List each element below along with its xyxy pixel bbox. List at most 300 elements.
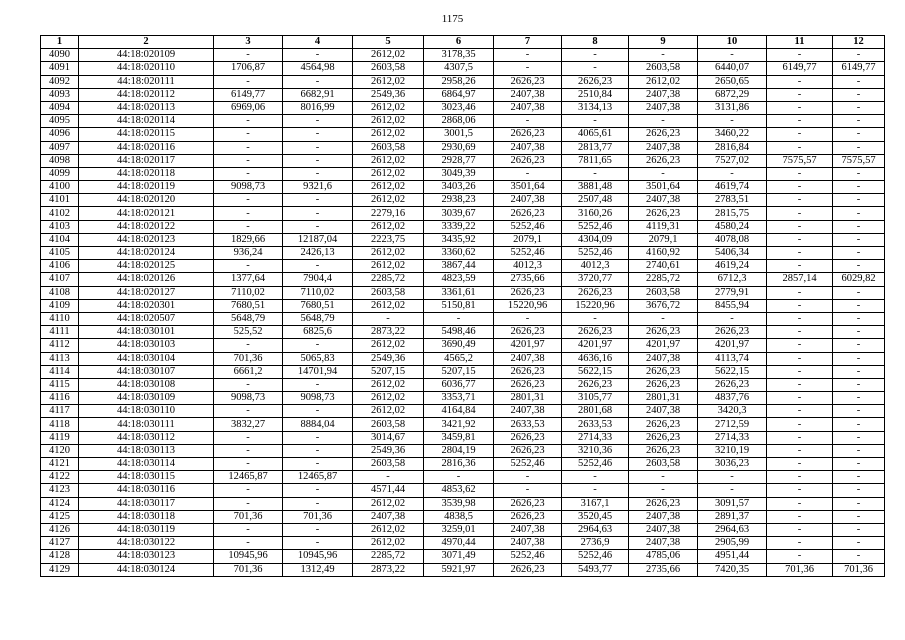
table-row	[41, 62, 885, 75]
table-cell: 4091	[41, 62, 79, 75]
table-cell: 2626,23	[494, 365, 562, 378]
table-cell: 3501,64	[494, 181, 562, 194]
table-cell: 2603,58	[353, 418, 424, 431]
table-cell: 5252,46	[562, 247, 629, 260]
table-cell: 3339,22	[424, 220, 494, 233]
table-cell: 44:18:030101	[79, 326, 214, 339]
table-cell: -	[283, 444, 353, 457]
table-cell: -	[833, 458, 885, 471]
table-cell: 44:18:030122	[79, 537, 214, 550]
table-cell: 4619,24	[698, 260, 767, 273]
table-cell: 5921,97	[424, 563, 494, 576]
table-cell: 44:18:020507	[79, 312, 214, 325]
table-cell: -	[833, 484, 885, 497]
table-cell: 3167,1	[562, 497, 629, 510]
table-cell: -	[833, 418, 885, 431]
table-cell: -	[767, 537, 833, 550]
table-cell: -	[833, 101, 885, 114]
table-cell: -	[214, 458, 283, 471]
table-cell: 2612,02	[353, 260, 424, 273]
table-cell: 2407,38	[629, 101, 698, 114]
table-cell: 4129	[41, 563, 79, 576]
table-cell: 12465,87	[283, 471, 353, 484]
table-row	[41, 220, 885, 233]
table-cell: -	[698, 484, 767, 497]
table-cell: 6149,77	[833, 62, 885, 75]
table-row	[41, 431, 885, 444]
table-cell: 4012,3	[562, 260, 629, 273]
table-cell: 5406,34	[698, 247, 767, 260]
table-cell: 44:18:020115	[79, 128, 214, 141]
table-cell: 4107	[41, 273, 79, 286]
table-cell: -	[494, 62, 562, 75]
table-cell: 701,36	[214, 510, 283, 523]
table-cell: 6864,97	[424, 88, 494, 101]
table-cell: 44:18:030104	[79, 352, 214, 365]
table-cell: 2626,23	[494, 497, 562, 510]
table-cell: 2816,36	[424, 458, 494, 471]
table-cell: 701,36	[767, 563, 833, 576]
table-cell: -	[424, 471, 494, 484]
table-cell: 6872,29	[698, 88, 767, 101]
table-cell: 44:18:020118	[79, 167, 214, 180]
table-cell: -	[214, 220, 283, 233]
table-cell: 4095	[41, 115, 79, 128]
table-cell: -	[698, 312, 767, 325]
table-cell: -	[283, 537, 353, 550]
table-cell: 3210,19	[698, 444, 767, 457]
table-cell: 2779,91	[698, 286, 767, 299]
table-cell: 44:18:030118	[79, 510, 214, 523]
table-cell: 2626,23	[562, 286, 629, 299]
table-cell: -	[698, 167, 767, 180]
table-cell: 2407,38	[629, 194, 698, 207]
table-cell: 44:18:030124	[79, 563, 214, 576]
table-cell: -	[698, 115, 767, 128]
table-cell: 4119,31	[629, 220, 698, 233]
table-cell: -	[214, 49, 283, 62]
table-cell: 2549,36	[353, 88, 424, 101]
table-cell: 4201,97	[629, 339, 698, 352]
table-cell: -	[214, 141, 283, 154]
table-row	[41, 299, 885, 312]
table-cell: 2626,23	[629, 418, 698, 431]
table-cell: 4636,16	[562, 352, 629, 365]
table-cell: -	[283, 484, 353, 497]
table-cell: 2612,02	[353, 299, 424, 312]
table-cell: -	[494, 312, 562, 325]
table-cell: 4307,5	[424, 62, 494, 75]
table-cell: 2626,23	[494, 75, 562, 88]
table-cell: 3720,77	[562, 273, 629, 286]
table-cell: -	[353, 471, 424, 484]
table-cell: 4099	[41, 167, 79, 180]
table-cell: 2612,02	[353, 247, 424, 260]
table-cell: -	[767, 88, 833, 101]
table-cell: -	[767, 550, 833, 563]
table-cell: -	[833, 405, 885, 418]
table-cell: 44:18:030109	[79, 392, 214, 405]
table-cell: 4096	[41, 128, 79, 141]
table-row	[41, 365, 885, 378]
table-cell: 8884,04	[283, 418, 353, 431]
table-cell: 2905,99	[698, 537, 767, 550]
table-cell: 3520,45	[562, 510, 629, 523]
table-cell: 2626,23	[629, 497, 698, 510]
table-cell: 7527,02	[698, 154, 767, 167]
table-cell: -	[767, 115, 833, 128]
table-row	[41, 378, 885, 391]
table-cell: 2612,02	[353, 49, 424, 62]
table-cell: 3867,44	[424, 260, 494, 273]
table-cell: 6712,3	[698, 273, 767, 286]
table-cell: 5252,46	[494, 550, 562, 563]
table-cell: -	[629, 484, 698, 497]
table-cell: 3421,92	[424, 418, 494, 431]
table-cell: 5207,15	[353, 365, 424, 378]
table-cell: 5622,15	[562, 365, 629, 378]
table-cell: -	[833, 75, 885, 88]
table-cell: 4970,44	[424, 537, 494, 550]
table-cell: -	[833, 312, 885, 325]
table-cell: 2612,02	[353, 115, 424, 128]
table-cell: -	[214, 537, 283, 550]
table-cell: 4119	[41, 431, 79, 444]
table-row	[41, 523, 885, 536]
table-cell: 2603,58	[353, 141, 424, 154]
table-cell: 4115	[41, 378, 79, 391]
table-cell: -	[833, 510, 885, 523]
table-cell: -	[283, 128, 353, 141]
table-cell: -	[629, 49, 698, 62]
table-cell: 7575,57	[767, 154, 833, 167]
table-cell: 10945,96	[283, 550, 353, 563]
table-cell: 2285,72	[353, 550, 424, 563]
table-cell: -	[833, 260, 885, 273]
table-cell: -	[833, 286, 885, 299]
table-row	[41, 497, 885, 510]
table-cell: 2603,58	[629, 286, 698, 299]
table-cell: 4012,3	[494, 260, 562, 273]
table-cell: 701,36	[833, 563, 885, 576]
table-cell: -	[283, 431, 353, 444]
table-cell: -	[767, 365, 833, 378]
table-cell: -	[767, 405, 833, 418]
table-cell: -	[767, 181, 833, 194]
table-cell: 4090	[41, 49, 79, 62]
table-cell: -	[214, 497, 283, 510]
table-cell: 3134,13	[562, 101, 629, 114]
table-cell: -	[214, 431, 283, 444]
table-cell: 5498,46	[424, 326, 494, 339]
table-row	[41, 352, 885, 365]
table-cell: -	[767, 510, 833, 523]
table-cell: 2407,38	[494, 141, 562, 154]
table-cell: 2650,65	[698, 75, 767, 88]
table-cell: 2735,66	[494, 273, 562, 286]
table-cell: 2626,23	[494, 207, 562, 220]
table-cell: -	[283, 260, 353, 273]
table-cell: -	[833, 194, 885, 207]
table-cell: 5252,46	[562, 550, 629, 563]
table-cell: 4092	[41, 75, 79, 88]
table-cell: 4580,24	[698, 220, 767, 233]
table-cell: -	[562, 471, 629, 484]
table-cell: 7811,65	[562, 154, 629, 167]
table-cell: 2626,23	[562, 326, 629, 339]
table-cell: -	[214, 167, 283, 180]
column-header: 5	[353, 36, 424, 49]
table-cell: 44:18:020113	[79, 101, 214, 114]
table-cell: 2510,84	[562, 88, 629, 101]
table-cell: 2603,58	[353, 286, 424, 299]
table-cell: -	[214, 339, 283, 352]
table-cell: 2549,36	[353, 352, 424, 365]
table-cell: -	[629, 312, 698, 325]
table-cell: 44:18:030110	[79, 405, 214, 418]
table-cell: 4128	[41, 550, 79, 563]
table-cell: 2815,75	[698, 207, 767, 220]
table-cell: -	[283, 49, 353, 62]
table-cell: -	[767, 128, 833, 141]
table-cell: -	[214, 207, 283, 220]
table-row	[41, 537, 885, 550]
table-cell: -	[833, 392, 885, 405]
table-cell: -	[833, 352, 885, 365]
table-cell: -	[833, 497, 885, 510]
table-cell: 2964,63	[698, 523, 767, 536]
table-cell: 4121	[41, 458, 79, 471]
table-cell: -	[833, 220, 885, 233]
table-cell: -	[767, 101, 833, 114]
table-cell: 2964,63	[562, 523, 629, 536]
table-cell: 44:18:030119	[79, 523, 214, 536]
table-cell: 4823,59	[424, 273, 494, 286]
table-cell: 2626,23	[494, 326, 562, 339]
table-cell: 12465,87	[214, 471, 283, 484]
table-cell: -	[283, 141, 353, 154]
table-cell: 44:18:030114	[79, 458, 214, 471]
table-cell: 5493,77	[562, 563, 629, 576]
table-cell: 2626,23	[629, 378, 698, 391]
table-cell: -	[283, 339, 353, 352]
table-row	[41, 418, 885, 431]
table-cell: 4104	[41, 233, 79, 246]
table-cell: 2407,38	[494, 101, 562, 114]
table-row	[41, 471, 885, 484]
table-cell: 4109	[41, 299, 79, 312]
table-cell: 3131,86	[698, 101, 767, 114]
table-cell: 9098,73	[283, 392, 353, 405]
table-cell: 2612,02	[353, 523, 424, 536]
table-cell: 2626,23	[698, 326, 767, 339]
table-cell: 2626,23	[494, 378, 562, 391]
table-cell: -	[767, 194, 833, 207]
table-cell: -	[833, 471, 885, 484]
table-cell: 2626,23	[494, 563, 562, 576]
table-cell: 12187,04	[283, 233, 353, 246]
table-row	[41, 458, 885, 471]
table-cell: 4201,97	[494, 339, 562, 352]
table-cell: -	[767, 299, 833, 312]
table-cell: 7110,02	[283, 286, 353, 299]
table-cell: 701,36	[283, 510, 353, 523]
table-cell: 3160,26	[562, 207, 629, 220]
table-cell: 4124	[41, 497, 79, 510]
table-cell: 44:18:030103	[79, 339, 214, 352]
table-cell: 44:18:020123	[79, 233, 214, 246]
table-cell: 3460,22	[698, 128, 767, 141]
table-row	[41, 115, 885, 128]
table-cell: 2079,1	[494, 233, 562, 246]
table-row	[41, 88, 885, 101]
table-cell: -	[767, 497, 833, 510]
table-cell: 6036,77	[424, 378, 494, 391]
table-cell: 44:18:020116	[79, 141, 214, 154]
table-cell: -	[833, 378, 885, 391]
table-cell: -	[833, 115, 885, 128]
table-cell: 44:18:030113	[79, 444, 214, 457]
table-cell: 44:18:020111	[79, 75, 214, 88]
table-cell: 7680,51	[283, 299, 353, 312]
table-cell: 2928,77	[424, 154, 494, 167]
table-cell: 44:18:030108	[79, 378, 214, 391]
table-row	[41, 260, 885, 273]
table-cell: 3361,61	[424, 286, 494, 299]
table-cell: 2712,59	[698, 418, 767, 431]
table-cell: 2626,23	[494, 444, 562, 457]
table-cell: 4117	[41, 405, 79, 418]
table-cell: 3690,49	[424, 339, 494, 352]
table-row	[41, 273, 885, 286]
table-cell: -	[767, 220, 833, 233]
table-cell: -	[767, 392, 833, 405]
table-cell: 4065,61	[562, 128, 629, 141]
table-cell: 2549,36	[353, 444, 424, 457]
table-cell: 4201,97	[698, 339, 767, 352]
table-cell: 2930,69	[424, 141, 494, 154]
column-header: 11	[767, 36, 833, 49]
table-cell: 44:18:020112	[79, 88, 214, 101]
table-cell: -	[833, 523, 885, 536]
table-cell: 2612,02	[353, 154, 424, 167]
table-cell: 2873,22	[353, 326, 424, 339]
table-cell: 3676,72	[629, 299, 698, 312]
table-cell: 44:18:020114	[79, 115, 214, 128]
table-row	[41, 444, 885, 457]
table-cell: 4112	[41, 339, 79, 352]
table-cell: 3178,35	[424, 49, 494, 62]
table-cell: 3403,26	[424, 181, 494, 194]
table-row	[41, 312, 885, 325]
table-cell: -	[767, 471, 833, 484]
table-cell: 5207,15	[424, 365, 494, 378]
table-cell: 4619,74	[698, 181, 767, 194]
table-cell: 3420,3	[698, 405, 767, 418]
table-cell: 936,24	[214, 247, 283, 260]
table-cell: -	[767, 484, 833, 497]
table-cell: 5252,46	[562, 220, 629, 233]
table-cell: -	[767, 207, 833, 220]
table-cell: 44:18:020120	[79, 194, 214, 207]
table-cell: 3049,39	[424, 167, 494, 180]
table-cell: 2633,53	[494, 418, 562, 431]
table-cell: -	[214, 405, 283, 418]
table-cell: 4120	[41, 444, 79, 457]
table-cell: 4100	[41, 181, 79, 194]
table-cell: 701,36	[214, 563, 283, 576]
table-cell: -	[283, 115, 353, 128]
table-cell: 5252,46	[494, 220, 562, 233]
table-cell: 2891,37	[698, 510, 767, 523]
table-cell: 6149,77	[214, 88, 283, 101]
table-cell: -	[283, 220, 353, 233]
table-cell: -	[283, 405, 353, 418]
table-cell: -	[283, 458, 353, 471]
table-cell: 1312,49	[283, 563, 353, 576]
column-header: 12	[833, 36, 885, 49]
table-cell: 4126	[41, 523, 79, 536]
table-cell: 44:18:020117	[79, 154, 214, 167]
table-cell: 3023,46	[424, 101, 494, 114]
table-cell: 4201,97	[562, 339, 629, 352]
table-cell: 2612,02	[629, 75, 698, 88]
table-row	[41, 326, 885, 339]
table-cell: 4097	[41, 141, 79, 154]
table-cell: 2407,38	[494, 405, 562, 418]
table-cell: 4951,44	[698, 550, 767, 563]
table-row	[41, 75, 885, 88]
table-cell: 4098	[41, 154, 79, 167]
table-cell: 4565,2	[424, 352, 494, 365]
table-cell: 3501,64	[629, 181, 698, 194]
table-cell: 4108	[41, 286, 79, 299]
table-cell: -	[767, 523, 833, 536]
table-cell: 15220,96	[562, 299, 629, 312]
table-cell: 4571,44	[353, 484, 424, 497]
table-row	[41, 181, 885, 194]
table-cell: -	[833, 537, 885, 550]
table-cell: -	[283, 167, 353, 180]
table-row	[41, 128, 885, 141]
table-cell: -	[283, 194, 353, 207]
table-cell: 525,52	[214, 326, 283, 339]
table-cell: 2857,14	[767, 273, 833, 286]
table-cell: 9321,6	[283, 181, 353, 194]
table-cell: -	[767, 233, 833, 246]
table-cell: 2626,23	[629, 154, 698, 167]
table-cell: 15220,96	[494, 299, 562, 312]
table-row	[41, 49, 885, 62]
table-cell: 44:18:020301	[79, 299, 214, 312]
table-cell: 44:18:030117	[79, 497, 214, 510]
table-cell: 2407,38	[629, 405, 698, 418]
table-cell: 3014,67	[353, 431, 424, 444]
table-cell: 2603,58	[353, 458, 424, 471]
table-cell: -	[833, 247, 885, 260]
table-cell: 4118	[41, 418, 79, 431]
column-header: 2	[79, 36, 214, 49]
table-cell: -	[562, 62, 629, 75]
table-cell: 2626,23	[562, 378, 629, 391]
table-cell: 44:18:020122	[79, 220, 214, 233]
table-cell: 44:18:030111	[79, 418, 214, 431]
table-cell: 6440,07	[698, 62, 767, 75]
table-cell: 2407,38	[629, 537, 698, 550]
table-cell: -	[767, 378, 833, 391]
table-cell: 2873,22	[353, 563, 424, 576]
table-cell: -	[283, 154, 353, 167]
